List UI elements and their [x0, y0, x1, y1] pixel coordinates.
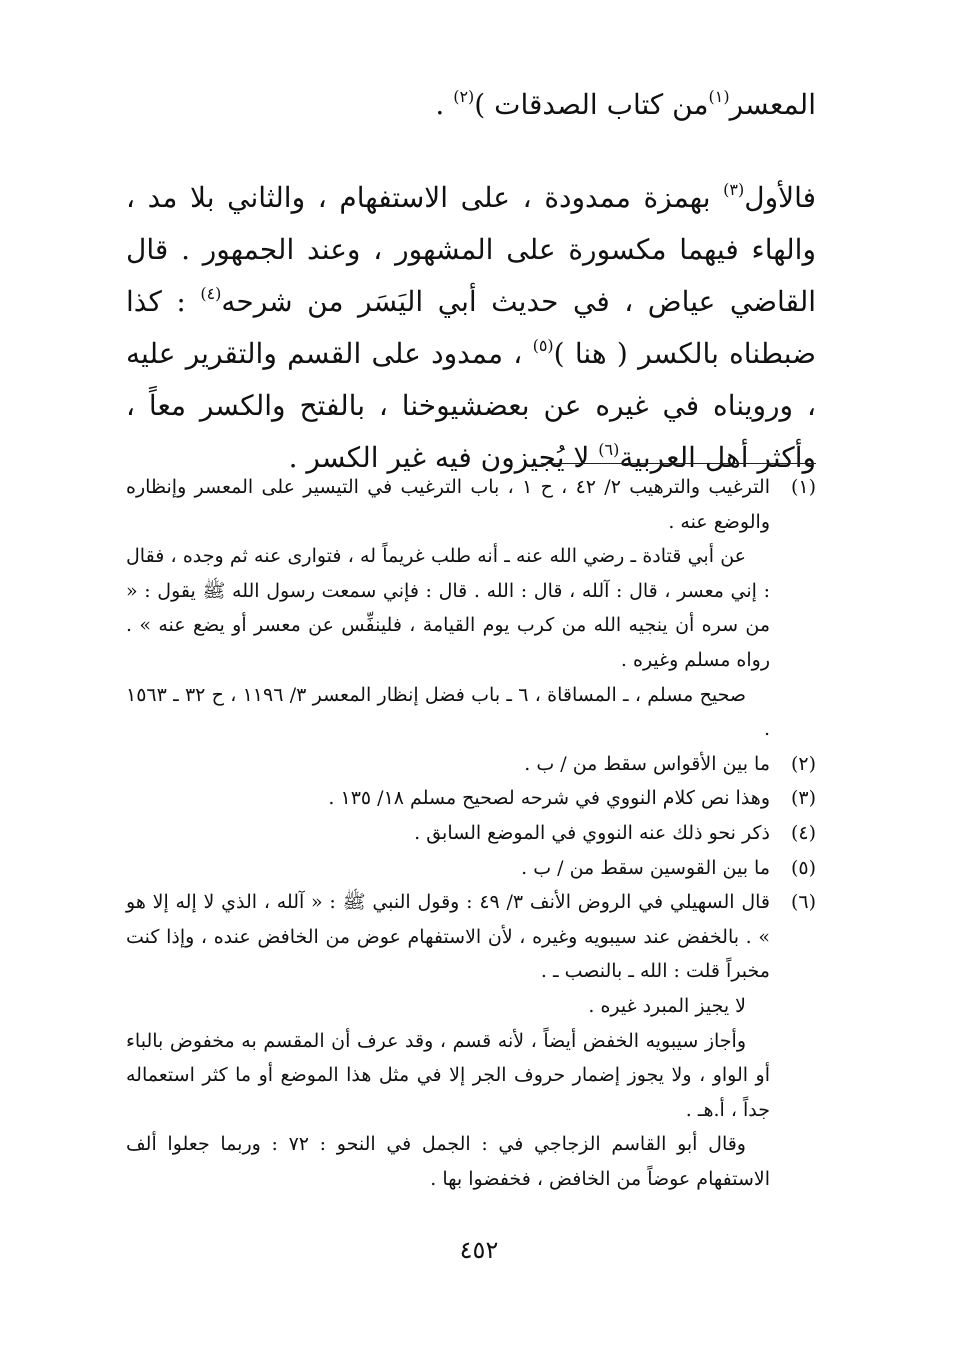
footnote-paragraph: ما بين الأقواس سقط من / ب . [524, 752, 770, 775]
text-segment: المعسر [729, 88, 816, 121]
footnote-paragraph: وأجاز سيبويه الخفض أيضاً ، لأنه قسم ، وقد عرف أن المقسم به مخفوض بالباء أو الواو ، ولا يجوز إضمار حروف الجر إلا في مثل هذا الموضع أو ما كثر استعماله جداً ، أ.هـ . [126, 1029, 770, 1121]
footnote-number: (٣) [790, 787, 816, 810]
text-segment: فالأول [744, 181, 816, 214]
main-text-top-line [126, 80, 816, 130]
footnote-paragraph: ذكر نحو ذلك عنه النووي في الموضع السابق . [414, 821, 770, 844]
footnote-body [126, 816, 770, 851]
footnote-5 [126, 851, 816, 886]
footnote-number: (٥) [790, 856, 816, 879]
text-segment: : كذا ضبطناه بالكسر ( هنا ) [126, 285, 816, 370]
text-segment: . [435, 88, 454, 121]
footnote-paragraph: وهذا نص كلام النووي في شرحه لصحيح مسلم ١٨/ ١٣٥ . [328, 787, 770, 810]
footnote-paragraph: وقال أبو القاسم الزجاجي في : الجمل في النحو : ٧٢ : وربما جعلوا ألف الاستفهام عوضاً من الخافض ، فخفضوا بها . [126, 1133, 770, 1190]
text-segment: من كتاب الصدقات ) [474, 88, 709, 121]
footnote-number: (١) [790, 476, 816, 498]
footnote-separator [541, 463, 816, 464]
footnote-paragraph: قال السهيلي في الروض الأنف ٣/ ٤٩ : وقول النبي ﷺ : « آلله ، الذي لا إله إلا هو » . بالخفض عند سيبويه وغيره ، لأن الاستفهام عوض من الخافض عنده ، وإذا كنت مخبراً قلت : الله ـ بالنصب ـ . [126, 891, 771, 983]
footnote-2 [126, 747, 816, 782]
footnote-ref-1[interactable]: (١) [708, 87, 730, 106]
footnote-1 [126, 470, 816, 747]
text-segment: لا يُجيزون فيه غير الكسر . [288, 441, 599, 474]
footnotes-list [126, 470, 816, 1196]
footnote-6 [126, 885, 816, 1196]
footnote-4 [126, 816, 816, 851]
footnote-ref-4[interactable]: (٤) [200, 284, 222, 303]
main-text-paragraph [126, 172, 816, 484]
footnote-body [126, 747, 770, 782]
footnote-paragraph: الترغيب والترهيب ٢/ ٤٢ ، ح ١ ، باب الترغيب في التيسير على المعسر وإنظاره والوضع عنه . [126, 476, 770, 533]
footnote-number: (٢) [790, 752, 816, 775]
footnote-ref-5[interactable]: (٥) [532, 336, 554, 355]
text-segment: بهمزة ممدودة ، على الاستفهام ، والثاني بلا مد ، والهاء فيهما مكسورة على المشهور ، وعند الجمهور . قال القاضي عياض ، في حديث أبي اليَسَر من شرحه [126, 181, 816, 318]
footnote-number: (٤) [790, 821, 816, 844]
footnote-body [126, 851, 770, 886]
footnote-paragraph: صحيح مسلم ، ـ المساقاة ، ٦ ـ باب فضل إنظار المعسر ٣/ ١١٩٦ ، ح ٣٢ ـ ١٥٦٣ . [126, 683, 770, 741]
footnote-body [126, 781, 770, 816]
page-number: ٤٥٢ [459, 1236, 499, 1264]
footnote-number: (٦) [790, 891, 816, 914]
footnote-body [126, 885, 770, 1196]
text-segment: ، ممدود على القسم والتقرير عليه ، ورويناه في غيره عن بعضشيوخنا ، بالفتح والكسر معاً ، وأكثر أهل العربية [126, 337, 816, 474]
footnote-3 [126, 781, 816, 816]
footnote-ref-2[interactable]: (٢) [453, 87, 475, 106]
footnote-paragraph: عن أبي قتادة ـ رضي الله عنه ـ أنه طلب غريماً له ، فتوارى عنه ثم وجده ، فقال : إني معسر ، قال : آلله ، قال : الله . قال : فإني سمعت رسول الله ﷺ يقول : « من سره أن ينجيه الله من كرب يوم القيامة ، فلينفِّس عن معسر أو يضع عنه » . رواه مسلم وغيره . [126, 545, 770, 671]
footnote-ref-6[interactable]: (٦) [598, 440, 620, 459]
footnote-body [126, 470, 770, 747]
footnote-ref-3[interactable]: (٣) [723, 180, 745, 199]
footnote-paragraph: ما بين القوسين سقط من / ب . [521, 856, 770, 879]
footnote-paragraph: لا يجيز المبرد غيره . [588, 994, 746, 1017]
